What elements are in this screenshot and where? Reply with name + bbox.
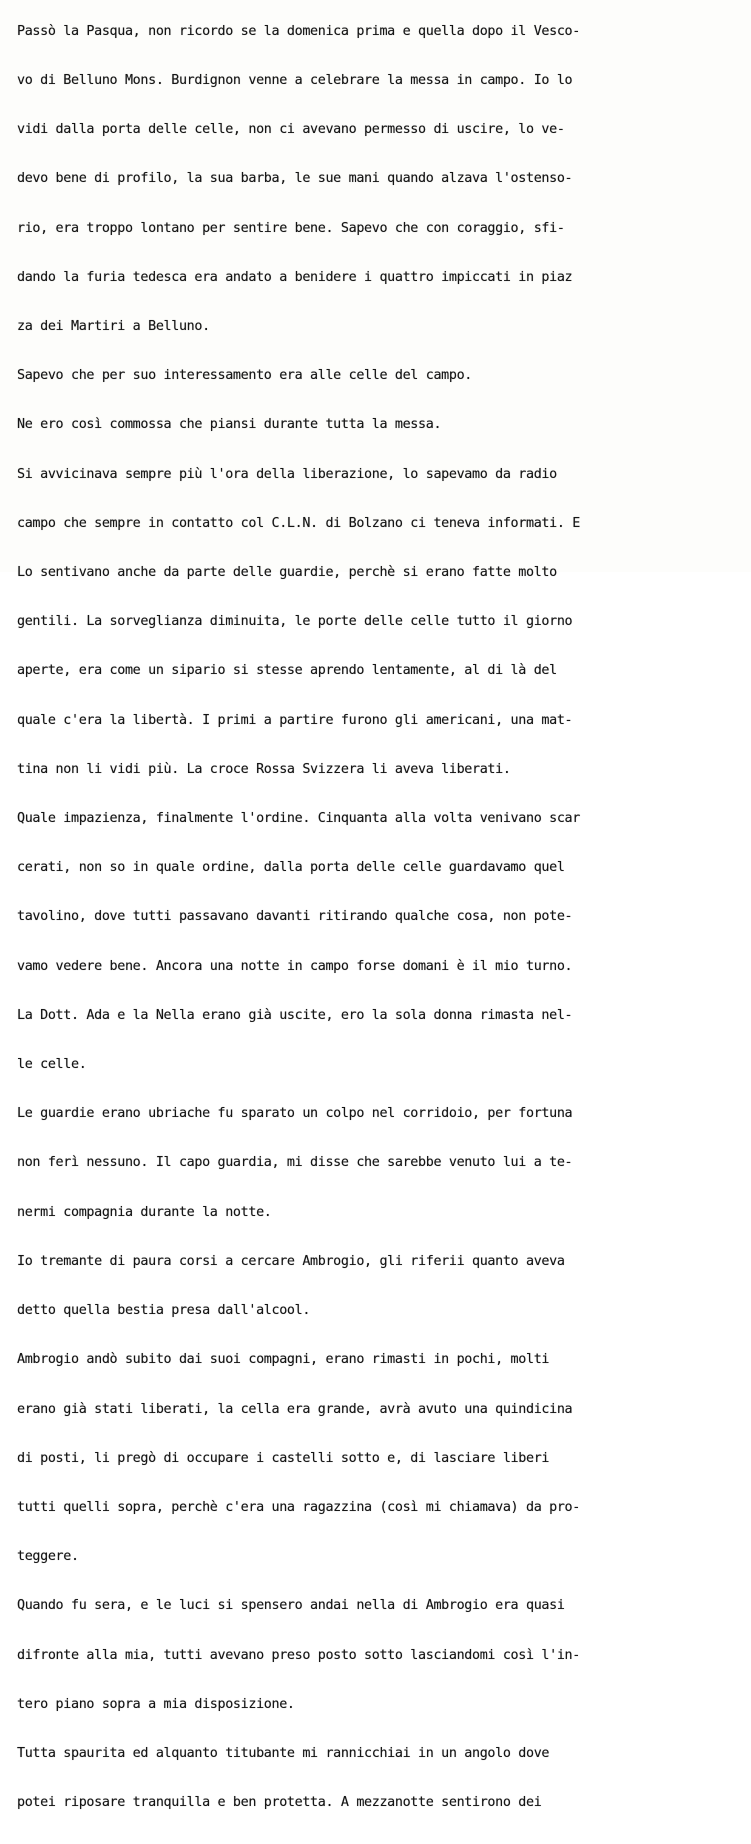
text-line: aperte, era come un sipario si stesse aprendo lentamente, al di là del [17,663,557,679]
text-line: detto quella bestia presa dall'alcool. [17,1303,311,1319]
text-line: quale c'era la libertà. I primi a partire furono gli americani, una mat- [17,712,573,728]
text-line: Ambrogio andò subito dai suoi compagni, erano rimasti in pochi, molti [17,1352,550,1368]
text-line: Passò la Pasqua, non ricordo se la domenica prima e quella dopo il Vesco- [17,23,580,39]
text-line: Sapevo che per suo interessamento era alle celle del campo. [17,368,472,384]
typewritten-text [17,0,742,1844]
text-line: le celle. [17,1057,87,1073]
text-line: vidi dalla porta delle celle, non ci avevano permesso di uscire, lo ve- [17,122,565,138]
text-line: rio, era troppo lontano per sentire bene. Sapevo che con coraggio, sfi- [17,220,565,236]
text-line: Le guardie erano ubriache fu sparato un colpo nel corridoio, per fortuna [17,1106,573,1122]
text-line: non ferì nessuno. Il capo guardia, mi disse che sarebbe venuto lui a te- [17,1155,573,1171]
text-line: La Dott. Ada e la Nella erano già uscite, ero la sola donna rimasta nel- [17,1007,573,1023]
text-line: teggere. [17,1549,79,1565]
text-line: Io tremante di paura corsi a cercare Ambrogio, gli riferii quanto aveva [17,1253,565,1269]
text-line: vamo vedere bene. Ancora una notte in campo forse domani è il mio turno. [17,958,573,974]
text-line: campo che sempre in contatto col C.L.N. di Bolzano ci teneva informati. E [17,515,580,531]
text-line: dando la furia tedesca era andato a benidere i quattro impiccati in piaz [17,269,573,285]
text-line: Quando fu sera, e le luci si spensero andai nella di Ambrogio era quasi [17,1598,565,1614]
text-line: tavolino, dove tutti passavano davanti ritirando qualche cosa, non pote- [17,909,573,925]
text-line: nermi compagnia durante la notte. [17,1204,272,1220]
text-line: vo di Belluno Mons. Burdignon venne a celebrare la messa in campo. Io lo [17,73,573,89]
text-line: Si avvicinava sempre più l'ora della liberazione, lo sapevamo da radio [17,466,557,482]
text-line: Quale impazienza, finalmente l'ordine. Cinquanta alla volta venivano scar [17,811,580,827]
text-line: potei riposare tranquilla e ben protetta. A mezzanotte sentirono dei [17,1795,542,1811]
text-line: difronte alla mia, tutti avevano preso posto sotto lasciandomi così l'in- [17,1647,580,1663]
text-line: tutti quelli sopra, perchè c'era una ragazzina (così mi chiamava) da pro- [17,1499,580,1515]
text-line: tina non li vidi più. La croce Rossa Svizzera li aveva liberati. [17,761,511,777]
text-line: di posti, li pregò di occupare i castelli sotto e, di lasciare liberi [17,1450,550,1466]
text-line: devo bene di profilo, la sua barba, le sue mani quando alzava l'ostenso- [17,171,573,187]
text-line: tero piano sopra a mia disposizione. [17,1696,295,1712]
text-line: erano già stati liberati, la cella era grande, avrà avuto una quindicina [17,1401,573,1417]
text-line: Lo sentivano anche da parte delle guardie, perchè si erano fatte molto [17,565,557,581]
text-line: za dei Martiri a Belluno. [17,319,210,335]
text-line: cerati, non so in quale ordine, dalla porta delle celle guardavamo quel [17,860,565,876]
text-line: Ne ero così commossa che piansi durante tutta la messa. [17,417,442,433]
text-line: Tutta spaurita ed alquanto titubante mi rannicchiai in un angolo dove [17,1745,550,1761]
text-line: gentili. La sorveglianza diminuita, le porte delle celle tutto il giorno [17,614,573,630]
